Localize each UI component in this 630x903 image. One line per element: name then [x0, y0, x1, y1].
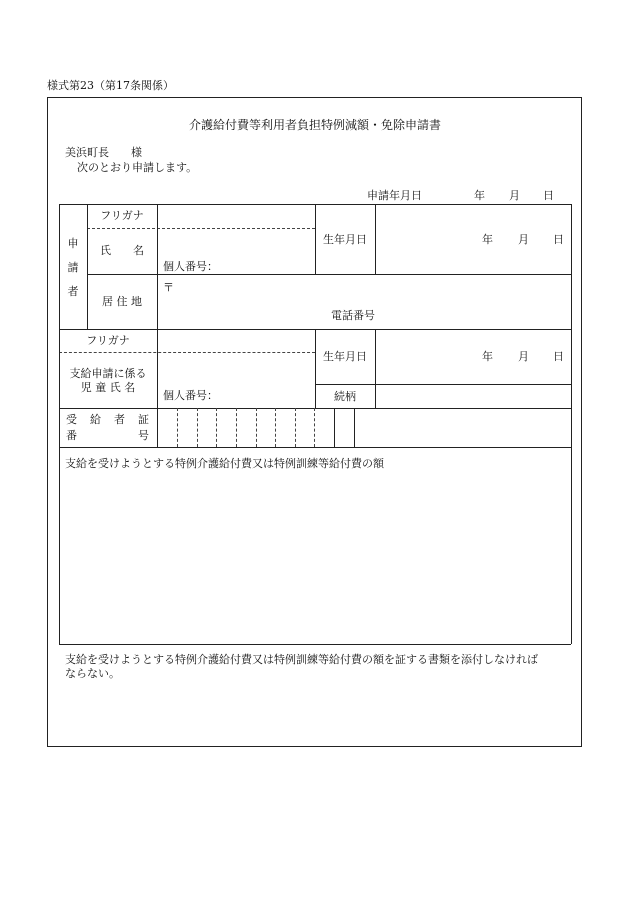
application-date-year[interactable]: 年	[474, 189, 485, 202]
applicant-birth-year[interactable]: 年	[482, 233, 493, 246]
child-personal-number-label: 個人番号：	[163, 389, 218, 402]
child-birth-date-label: 生年月日	[323, 350, 367, 363]
applicant-personal-number-label: 個人番号：	[163, 260, 218, 273]
applicant-phone-label: 電話番号	[331, 309, 375, 322]
child-relation-label: 続柄	[334, 390, 356, 403]
application-date-month[interactable]: 月	[509, 189, 520, 202]
child-birth-month[interactable]: 月	[518, 350, 529, 363]
applicant-furigana-label: フリガナ	[100, 209, 144, 222]
applicant-section-char-3: 者	[67, 285, 79, 298]
form-title: 介護給付費等利用者負担特例減額・免除申請書	[188, 118, 441, 132]
application-date-label: 申請年月日	[367, 189, 422, 202]
child-name-label-line1: 支給申請に係る	[69, 367, 147, 380]
recipient-label-line1: 受 給 者 証	[66, 413, 150, 426]
amount-label: 支給を受けようとする特例介護給付費又は特例訓練等給付費の額	[65, 457, 384, 470]
addressee: 美浜町長 様	[65, 146, 142, 159]
note-line2: ならない。	[65, 667, 120, 680]
applicant-birth-month[interactable]: 月	[518, 233, 529, 246]
intro-text: 次のとおり申請します。	[77, 161, 198, 174]
applicant-birth-day[interactable]: 日	[553, 233, 564, 246]
applicant-section-char-1: 申	[67, 237, 79, 250]
note-line1: 支給を受けようとする特例介護給付費又は特例訓練等給付費の額を証する書類を添付しなければ	[65, 653, 538, 666]
application-date-day[interactable]: 日	[543, 189, 554, 202]
recipient-label-line2: 番 号	[66, 429, 150, 442]
applicant-name-label: 氏 名	[100, 244, 144, 257]
child-furigana-label: フリガナ	[86, 334, 130, 347]
child-name-label-line2: 児 童 氏 名	[80, 381, 136, 394]
postal-mark: 〒	[163, 281, 174, 294]
child-birth-day[interactable]: 日	[553, 350, 564, 363]
applicant-birth-date-label: 生年月日	[323, 233, 367, 246]
applicant-address-label: 居 住 地	[102, 295, 142, 308]
applicant-section-char-2: 請	[67, 261, 79, 274]
form-number: 様式第23（第17条関係）	[47, 79, 174, 92]
child-birth-year[interactable]: 年	[482, 350, 493, 363]
